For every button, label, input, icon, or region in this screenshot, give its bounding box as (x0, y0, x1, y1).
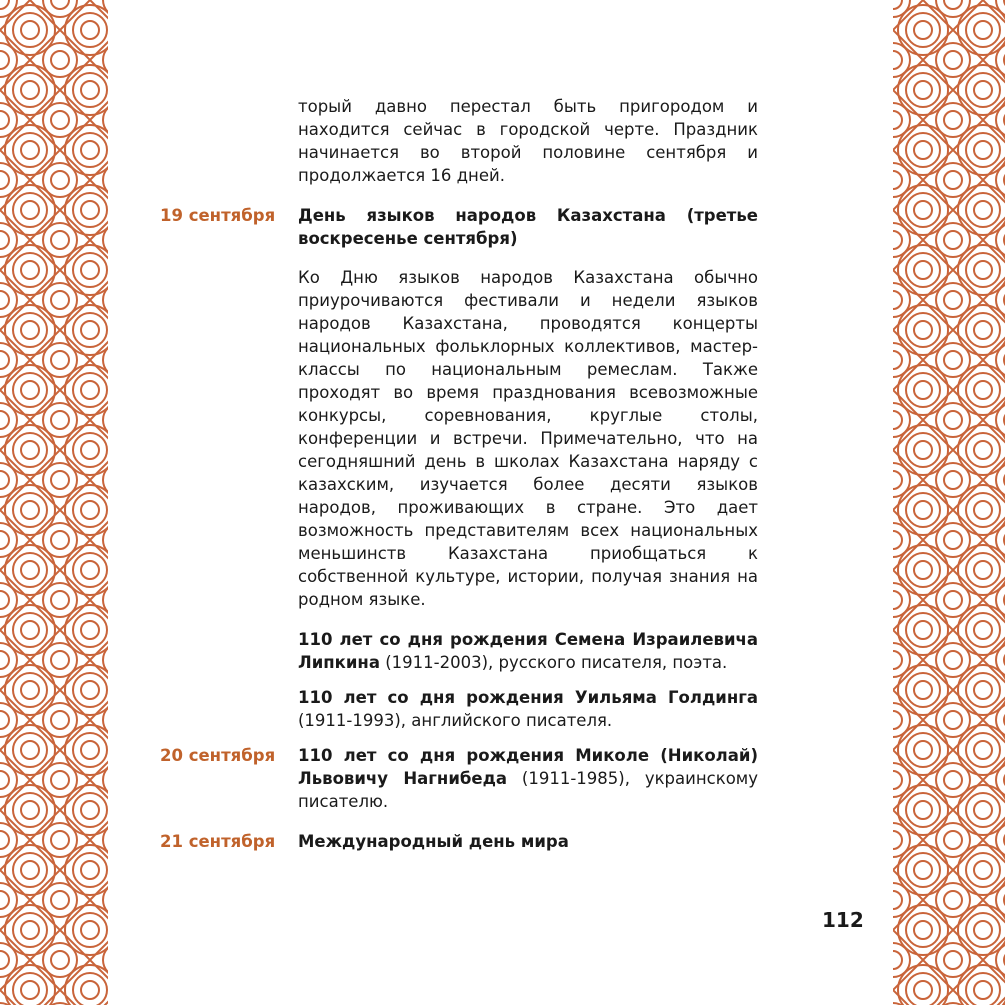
intro-entry (160, 95, 760, 187)
entry-bold: 110 лет со дня рождения Семена Израилевича Липкина (298, 630, 758, 672)
entry-title: День языков народов Казахстана (третье воскресенье сентября) (298, 206, 758, 248)
entry-rest: (1911-1993), английского писателя. (298, 711, 613, 730)
left-ornament-border (0, 0, 108, 1005)
ornament-pattern-left (0, 0, 108, 1005)
entry-text (298, 628, 758, 674)
entry-body (298, 744, 758, 813)
entry-body (298, 830, 758, 853)
entry-sep-19 (160, 204, 760, 611)
right-ornament-border (893, 0, 1005, 1005)
entry-bold: 110 лет со дня рождения Уильяма Голдинга (298, 688, 758, 707)
entry-text (298, 744, 758, 813)
entry-sep-21 (160, 830, 760, 853)
entry-body (298, 686, 758, 732)
entry-golding (160, 686, 760, 732)
entry-paragraph: Ко Дню языков народов Казахстана обычно приурочиваются фестивали и недели языков народов Казахстана, проводятся концерты национальных фольклорных коллективов, мастер-классы по национальным ремеслам. Также проходят во время празднования всевозможные конкурсы, соревнования, круглые столы, конференции и встречи. Примечательно, что на сегодняшний день в школах Казахстана наряду с казахским, изучается более десяти языков народов, проживающих в стране. Это дает возможность представителям всех национальных меньшинств Казахстана приобщаться к собственной культуре, истории, получая знания на родном языке. (298, 268, 758, 609)
date-label: 21 сентября (160, 832, 276, 851)
entry-body (298, 628, 758, 674)
entry-sep-20 (160, 744, 760, 813)
page-content (160, 95, 760, 853)
date-label: 20 сентября (160, 746, 276, 765)
ornament-pattern-right (893, 0, 1005, 1005)
entry-rest: (1911-2003), русского писателя, поэта. (379, 653, 728, 672)
page-number: 112 (822, 908, 864, 932)
entry-lipkin (160, 628, 760, 674)
entry-body (298, 204, 758, 611)
entry-rest: (1911-1985), украинскому писателю. (298, 769, 758, 811)
entry-title: Международный день мира (298, 832, 569, 851)
entry-bold: 110 лет со дня рождения Миколе (Николай) Львовичу Нагнибеда (298, 746, 758, 788)
date-label: 19 сентября (160, 206, 276, 225)
entry-text (298, 686, 758, 732)
intro-text: торый давно перестал быть пригородом и находится сейчас в городской черте. Праздник начинается во второй половине сентября и продолжается 16 дней. (298, 97, 758, 185)
